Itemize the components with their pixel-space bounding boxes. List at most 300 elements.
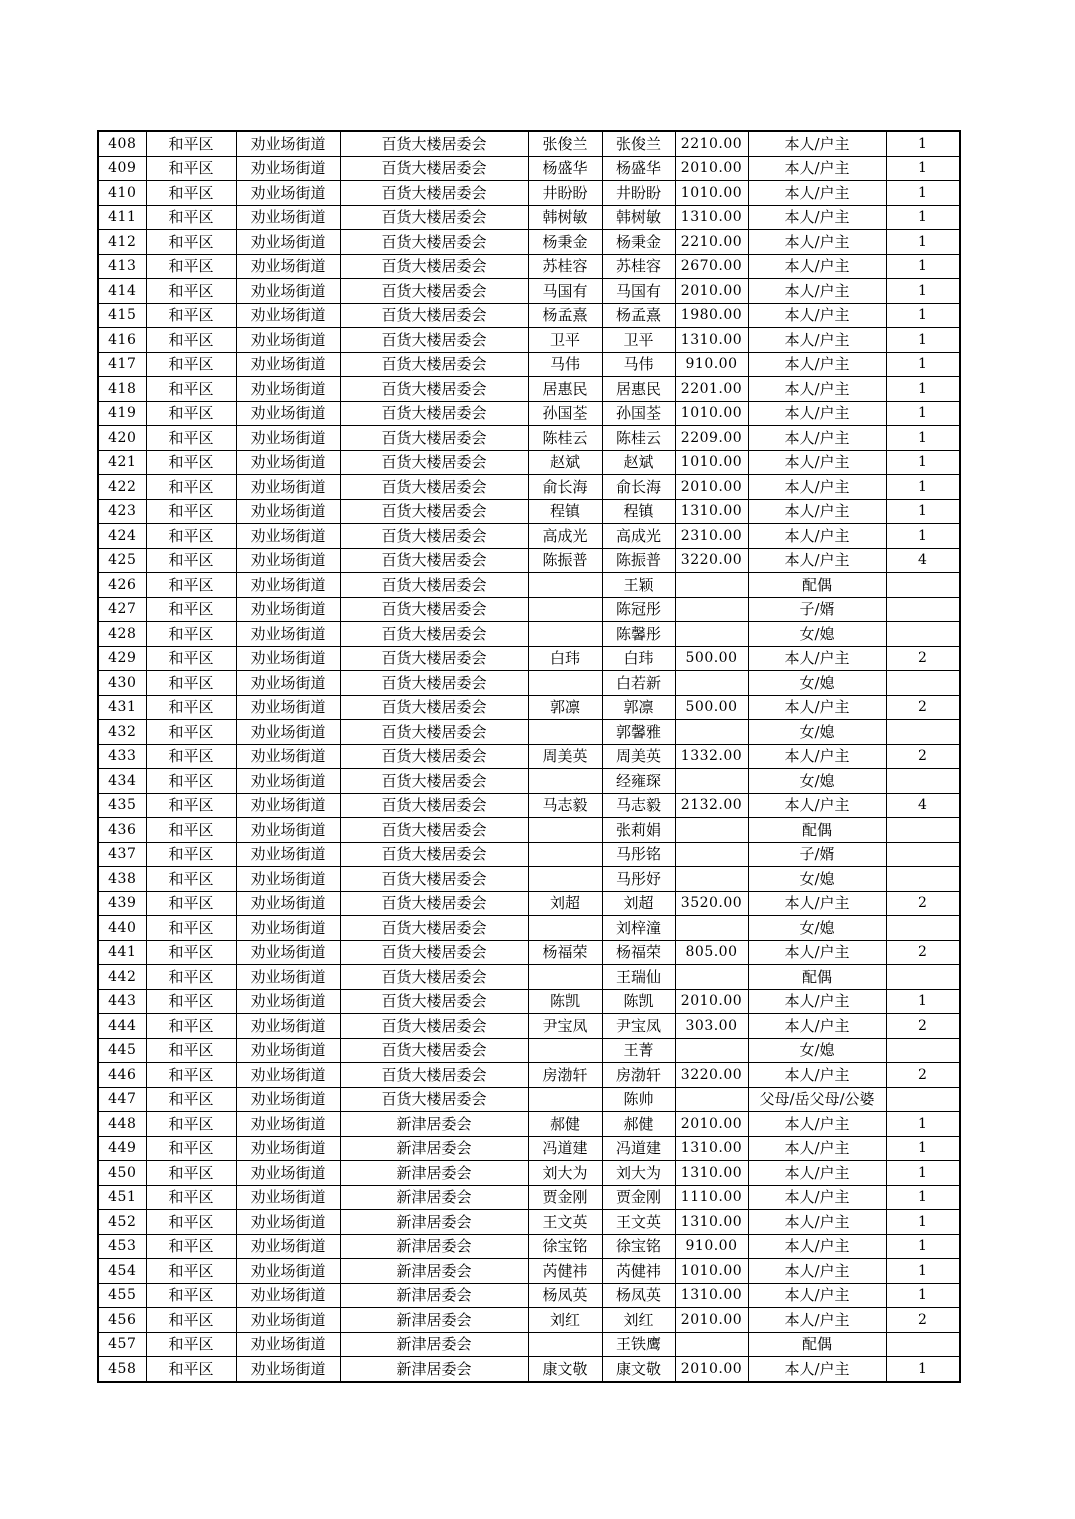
cell-committee: 百货大楼居委会 — [340, 377, 528, 402]
cell-row-index: 443 — [98, 989, 146, 1014]
cell-row-index: 428 — [98, 622, 146, 647]
cell-member-name: 陈冠彤 — [602, 597, 675, 622]
table-row — [98, 254, 960, 279]
cell-amount: 2010.00 — [675, 279, 748, 304]
cell-relation: 本人/户主 — [748, 744, 886, 769]
cell-committee: 百货大楼居委会 — [340, 744, 528, 769]
cell-household-size — [886, 1087, 960, 1112]
allowance-table — [97, 130, 961, 1383]
table-row — [98, 793, 960, 818]
cell-household-size: 1 — [886, 131, 960, 156]
cell-district: 和平区 — [146, 1014, 236, 1039]
cell-row-index: 417 — [98, 352, 146, 377]
cell-member-name: 郭凛 — [602, 695, 675, 720]
cell-amount — [675, 965, 748, 990]
cell-district: 和平区 — [146, 156, 236, 181]
cell-member-name: 王菁 — [602, 1038, 675, 1063]
cell-member-name: 杨秉金 — [602, 230, 675, 255]
cell-row-index: 412 — [98, 230, 146, 255]
cell-amount: 3220.00 — [675, 1063, 748, 1088]
cell-committee: 百货大楼居委会 — [340, 1014, 528, 1039]
cell-row-index: 433 — [98, 744, 146, 769]
cell-district: 和平区 — [146, 1087, 236, 1112]
cell-member-name: 王瑞仙 — [602, 965, 675, 990]
cell-relation: 子/婿 — [748, 597, 886, 622]
cell-subdistrict: 劝业场街道 — [236, 426, 340, 451]
cell-row-index: 454 — [98, 1259, 146, 1284]
cell-row-index: 458 — [98, 1357, 146, 1382]
cell-amount: 910.00 — [675, 1234, 748, 1259]
cell-household-size — [886, 818, 960, 843]
cell-member-name: 经雍琛 — [602, 769, 675, 794]
cell-amount: 2132.00 — [675, 793, 748, 818]
cell-committee: 百货大楼居委会 — [340, 279, 528, 304]
cell-subdistrict: 劝业场街道 — [236, 1283, 340, 1308]
cell-district: 和平区 — [146, 352, 236, 377]
cell-committee: 百货大楼居委会 — [340, 769, 528, 794]
cell-committee: 百货大楼居委会 — [340, 989, 528, 1014]
table-row — [98, 1234, 960, 1259]
cell-committee: 新津居委会 — [340, 1161, 528, 1186]
cell-committee: 百货大楼居委会 — [340, 401, 528, 426]
cell-applicant-name: 杨孟熹 — [528, 303, 602, 328]
cell-relation: 本人/户主 — [748, 377, 886, 402]
cell-relation: 本人/户主 — [748, 940, 886, 965]
cell-household-size: 1 — [886, 230, 960, 255]
cell-applicant-name — [528, 1087, 602, 1112]
table-row — [98, 131, 960, 156]
cell-relation: 女/媳 — [748, 720, 886, 745]
cell-member-name: 王颖 — [602, 573, 675, 598]
cell-row-index: 410 — [98, 181, 146, 206]
cell-household-size — [886, 842, 960, 867]
table-row — [98, 891, 960, 916]
cell-subdistrict: 劝业场街道 — [236, 646, 340, 671]
cell-relation: 本人/户主 — [748, 279, 886, 304]
cell-relation: 本人/户主 — [748, 1136, 886, 1161]
cell-row-index: 421 — [98, 450, 146, 475]
cell-amount — [675, 1038, 748, 1063]
cell-committee: 新津居委会 — [340, 1234, 528, 1259]
cell-household-size: 1 — [886, 205, 960, 230]
cell-row-index: 457 — [98, 1332, 146, 1357]
cell-row-index: 413 — [98, 254, 146, 279]
cell-committee: 百货大楼居委会 — [340, 499, 528, 524]
cell-household-size: 1 — [886, 279, 960, 304]
cell-district: 和平区 — [146, 450, 236, 475]
cell-relation: 本人/户主 — [748, 1283, 886, 1308]
cell-subdistrict: 劝业场街道 — [236, 695, 340, 720]
cell-household-size: 2 — [886, 646, 960, 671]
cell-household-size: 1 — [886, 1161, 960, 1186]
table-row — [98, 328, 960, 353]
cell-relation: 本人/户主 — [748, 793, 886, 818]
cell-row-index: 448 — [98, 1112, 146, 1137]
cell-applicant-name: 陈凯 — [528, 989, 602, 1014]
cell-amount — [675, 916, 748, 941]
cell-household-size: 1 — [886, 181, 960, 206]
cell-amount — [675, 720, 748, 745]
cell-applicant-name: 周美英 — [528, 744, 602, 769]
cell-row-index: 451 — [98, 1185, 146, 1210]
cell-amount: 2210.00 — [675, 131, 748, 156]
cell-subdistrict: 劝业场街道 — [236, 1063, 340, 1088]
cell-relation: 女/媳 — [748, 769, 886, 794]
cell-relation: 本人/户主 — [748, 1185, 886, 1210]
cell-household-size: 1 — [886, 1210, 960, 1235]
cell-amount — [675, 842, 748, 867]
cell-relation: 本人/户主 — [748, 524, 886, 549]
table-row — [98, 303, 960, 328]
cell-amount: 2209.00 — [675, 426, 748, 451]
cell-household-size: 4 — [886, 548, 960, 573]
cell-household-size — [886, 1038, 960, 1063]
table-row — [98, 1112, 960, 1137]
cell-member-name: 卫平 — [602, 328, 675, 353]
cell-amount — [675, 867, 748, 892]
cell-committee: 新津居委会 — [340, 1210, 528, 1235]
cell-member-name: 刘梓潼 — [602, 916, 675, 941]
cell-row-index: 429 — [98, 646, 146, 671]
cell-subdistrict: 劝业场街道 — [236, 1161, 340, 1186]
table-row — [98, 548, 960, 573]
cell-member-name: 白若新 — [602, 671, 675, 696]
cell-district: 和平区 — [146, 1234, 236, 1259]
cell-applicant-name: 郝健 — [528, 1112, 602, 1137]
cell-subdistrict: 劝业场街道 — [236, 769, 340, 794]
cell-district: 和平区 — [146, 548, 236, 573]
cell-relation: 女/媳 — [748, 622, 886, 647]
cell-member-name: 冯道建 — [602, 1136, 675, 1161]
cell-applicant-name: 俞长海 — [528, 475, 602, 500]
cell-amount: 1310.00 — [675, 328, 748, 353]
cell-row-index: 420 — [98, 426, 146, 451]
cell-district: 和平区 — [146, 622, 236, 647]
cell-committee: 百货大楼居委会 — [340, 548, 528, 573]
cell-member-name: 陈帅 — [602, 1087, 675, 1112]
cell-district: 和平区 — [146, 720, 236, 745]
cell-household-size — [886, 867, 960, 892]
cell-member-name: 马彤妤 — [602, 867, 675, 892]
cell-household-size — [886, 965, 960, 990]
cell-household-size — [886, 622, 960, 647]
cell-subdistrict: 劝业场街道 — [236, 1112, 340, 1137]
cell-relation: 本人/户主 — [748, 450, 886, 475]
cell-committee: 百货大楼居委会 — [340, 622, 528, 647]
cell-relation: 父母/岳父母/公婆 — [748, 1087, 886, 1112]
cell-amount: 1010.00 — [675, 401, 748, 426]
cell-subdistrict: 劝业场街道 — [236, 622, 340, 647]
cell-member-name: 郝健 — [602, 1112, 675, 1137]
cell-district: 和平区 — [146, 426, 236, 451]
cell-amount: 2010.00 — [675, 989, 748, 1014]
table-row — [98, 916, 960, 941]
cell-relation: 本人/户主 — [748, 1357, 886, 1382]
cell-row-index: 455 — [98, 1283, 146, 1308]
cell-row-index: 436 — [98, 818, 146, 843]
cell-household-size: 4 — [886, 793, 960, 818]
cell-amount: 1310.00 — [675, 499, 748, 524]
cell-household-size: 1 — [886, 352, 960, 377]
table-row — [98, 1259, 960, 1284]
cell-amount — [675, 818, 748, 843]
cell-household-size: 1 — [886, 426, 960, 451]
table-row — [98, 1308, 960, 1333]
table-row — [98, 1063, 960, 1088]
table-row — [98, 1185, 960, 1210]
cell-committee: 新津居委会 — [340, 1357, 528, 1382]
cell-applicant-name: 徐宝铭 — [528, 1234, 602, 1259]
cell-amount: 910.00 — [675, 352, 748, 377]
cell-district: 和平区 — [146, 524, 236, 549]
cell-member-name: 陈振普 — [602, 548, 675, 573]
cell-committee: 百货大楼居委会 — [340, 450, 528, 475]
cell-committee: 百货大楼居委会 — [340, 156, 528, 181]
cell-row-index: 453 — [98, 1234, 146, 1259]
cell-applicant-name: 康文敬 — [528, 1357, 602, 1382]
cell-amount: 1310.00 — [675, 1136, 748, 1161]
cell-applicant-name: 尹宝凤 — [528, 1014, 602, 1039]
cell-committee: 百货大楼居委会 — [340, 328, 528, 353]
cell-household-size — [886, 1332, 960, 1357]
cell-relation: 本人/户主 — [748, 1308, 886, 1333]
table-body — [98, 131, 960, 1382]
cell-applicant-name: 孙国荃 — [528, 401, 602, 426]
cell-district: 和平区 — [146, 1259, 236, 1284]
cell-household-size: 1 — [886, 303, 960, 328]
cell-committee: 百货大楼居委会 — [340, 671, 528, 696]
table-row — [98, 524, 960, 549]
cell-member-name: 张莉娟 — [602, 818, 675, 843]
cell-member-name: 马国有 — [602, 279, 675, 304]
cell-subdistrict: 劝业场街道 — [236, 744, 340, 769]
table-row — [98, 720, 960, 745]
cell-applicant-name: 刘超 — [528, 891, 602, 916]
table-row — [98, 1014, 960, 1039]
cell-member-name: 王铁鹰 — [602, 1332, 675, 1357]
cell-household-size: 1 — [886, 1234, 960, 1259]
table-row — [98, 499, 960, 524]
cell-row-index: 445 — [98, 1038, 146, 1063]
cell-district: 和平区 — [146, 744, 236, 769]
cell-subdistrict: 劝业场街道 — [236, 842, 340, 867]
cell-amount: 500.00 — [675, 646, 748, 671]
cell-household-size: 1 — [886, 328, 960, 353]
cell-household-size: 1 — [886, 524, 960, 549]
cell-applicant-name: 贾金刚 — [528, 1185, 602, 1210]
cell-relation: 本人/户主 — [748, 989, 886, 1014]
cell-committee: 新津居委会 — [340, 1308, 528, 1333]
cell-subdistrict: 劝业场街道 — [236, 181, 340, 206]
table-row — [98, 1332, 960, 1357]
cell-committee: 百货大楼居委会 — [340, 1087, 528, 1112]
cell-applicant-name: 苏桂容 — [528, 254, 602, 279]
cell-district: 和平区 — [146, 965, 236, 990]
table-row — [98, 671, 960, 696]
cell-relation: 本人/户主 — [748, 131, 886, 156]
cell-applicant-name — [528, 916, 602, 941]
cell-row-index: 450 — [98, 1161, 146, 1186]
cell-district: 和平区 — [146, 671, 236, 696]
cell-district: 和平区 — [146, 328, 236, 353]
cell-relation: 本人/户主 — [748, 230, 886, 255]
cell-applicant-name: 刘红 — [528, 1308, 602, 1333]
cell-district: 和平区 — [146, 891, 236, 916]
cell-applicant-name — [528, 842, 602, 867]
cell-household-size: 1 — [886, 475, 960, 500]
cell-relation: 女/媳 — [748, 916, 886, 941]
cell-subdistrict: 劝业场街道 — [236, 1308, 340, 1333]
cell-member-name: 刘超 — [602, 891, 675, 916]
cell-amount: 2210.00 — [675, 230, 748, 255]
cell-district: 和平区 — [146, 867, 236, 892]
cell-member-name: 井盼盼 — [602, 181, 675, 206]
cell-district: 和平区 — [146, 989, 236, 1014]
cell-row-index: 456 — [98, 1308, 146, 1333]
cell-row-index: 409 — [98, 156, 146, 181]
cell-amount: 1310.00 — [675, 1283, 748, 1308]
cell-household-size: 1 — [886, 1112, 960, 1137]
cell-committee: 百货大楼居委会 — [340, 205, 528, 230]
cell-district: 和平区 — [146, 230, 236, 255]
cell-subdistrict: 劝业场街道 — [236, 671, 340, 696]
cell-committee: 百货大楼居委会 — [340, 573, 528, 598]
cell-member-name: 房渤轩 — [602, 1063, 675, 1088]
cell-subdistrict: 劝业场街道 — [236, 499, 340, 524]
cell-row-index: 424 — [98, 524, 146, 549]
cell-committee: 百货大楼居委会 — [340, 720, 528, 745]
cell-amount: 2010.00 — [675, 1308, 748, 1333]
cell-amount — [675, 1332, 748, 1357]
table-row — [98, 867, 960, 892]
cell-committee: 百货大楼居委会 — [340, 597, 528, 622]
cell-member-name: 马志毅 — [602, 793, 675, 818]
table-row — [98, 377, 960, 402]
cell-subdistrict: 劝业场街道 — [236, 891, 340, 916]
cell-applicant-name: 杨秉金 — [528, 230, 602, 255]
cell-row-index: 432 — [98, 720, 146, 745]
cell-member-name: 程镇 — [602, 499, 675, 524]
cell-relation: 女/媳 — [748, 867, 886, 892]
cell-subdistrict: 劝业场街道 — [236, 1357, 340, 1382]
cell-row-index: 439 — [98, 891, 146, 916]
cell-amount — [675, 622, 748, 647]
cell-member-name: 杨盛华 — [602, 156, 675, 181]
cell-row-index: 418 — [98, 377, 146, 402]
cell-member-name: 居惠民 — [602, 377, 675, 402]
cell-amount: 1010.00 — [675, 450, 748, 475]
cell-relation: 本人/户主 — [748, 891, 886, 916]
cell-amount: 2010.00 — [675, 475, 748, 500]
cell-household-size: 1 — [886, 1185, 960, 1210]
table-row — [98, 181, 960, 206]
cell-household-size: 1 — [886, 499, 960, 524]
cell-district: 和平区 — [146, 401, 236, 426]
cell-committee: 百货大楼居委会 — [340, 475, 528, 500]
cell-subdistrict: 劝业场街道 — [236, 131, 340, 156]
cell-amount — [675, 1087, 748, 1112]
cell-subdistrict: 劝业场街道 — [236, 352, 340, 377]
cell-member-name: 马伟 — [602, 352, 675, 377]
cell-member-name: 俞长海 — [602, 475, 675, 500]
cell-committee: 百货大楼居委会 — [340, 842, 528, 867]
cell-member-name: 孙国荃 — [602, 401, 675, 426]
cell-committee: 百货大楼居委会 — [340, 793, 528, 818]
cell-subdistrict: 劝业场街道 — [236, 279, 340, 304]
cell-row-index: 425 — [98, 548, 146, 573]
cell-subdistrict: 劝业场街道 — [236, 205, 340, 230]
cell-applicant-name: 房渤轩 — [528, 1063, 602, 1088]
cell-applicant-name: 卫平 — [528, 328, 602, 353]
cell-relation: 本人/户主 — [748, 181, 886, 206]
cell-amount: 2010.00 — [675, 1112, 748, 1137]
cell-subdistrict: 劝业场街道 — [236, 1332, 340, 1357]
cell-household-size: 1 — [886, 254, 960, 279]
cell-applicant-name: 赵斌 — [528, 450, 602, 475]
cell-committee: 百货大楼居委会 — [340, 230, 528, 255]
cell-member-name: 高成光 — [602, 524, 675, 549]
cell-row-index: 435 — [98, 793, 146, 818]
table-row — [98, 1161, 960, 1186]
cell-committee: 百货大楼居委会 — [340, 867, 528, 892]
cell-relation: 本人/户主 — [748, 1210, 886, 1235]
table-row — [98, 744, 960, 769]
cell-district: 和平区 — [146, 793, 236, 818]
cell-committee: 百货大楼居委会 — [340, 646, 528, 671]
table-row — [98, 156, 960, 181]
cell-applicant-name: 居惠民 — [528, 377, 602, 402]
table-row — [98, 450, 960, 475]
cell-applicant-name — [528, 769, 602, 794]
cell-relation: 子/婿 — [748, 842, 886, 867]
cell-applicant-name: 马伟 — [528, 352, 602, 377]
table-row — [98, 989, 960, 1014]
cell-relation: 女/媳 — [748, 1038, 886, 1063]
cell-relation: 配偶 — [748, 965, 886, 990]
cell-relation: 本人/户主 — [748, 1161, 886, 1186]
cell-row-index: 411 — [98, 205, 146, 230]
cell-subdistrict: 劝业场街道 — [236, 1087, 340, 1112]
cell-amount: 3520.00 — [675, 891, 748, 916]
cell-subdistrict: 劝业场街道 — [236, 965, 340, 990]
cell-household-size: 1 — [886, 377, 960, 402]
cell-member-name: 贾金刚 — [602, 1185, 675, 1210]
cell-applicant-name — [528, 671, 602, 696]
cell-committee: 百货大楼居委会 — [340, 254, 528, 279]
cell-member-name: 杨孟熹 — [602, 303, 675, 328]
cell-household-size: 2 — [886, 940, 960, 965]
cell-row-index: 431 — [98, 695, 146, 720]
cell-committee: 新津居委会 — [340, 1112, 528, 1137]
table-row — [98, 230, 960, 255]
table-row — [98, 818, 960, 843]
cell-subdistrict: 劝业场街道 — [236, 1038, 340, 1063]
table-row — [98, 279, 960, 304]
cell-member-name: 马彤铭 — [602, 842, 675, 867]
cell-amount: 2010.00 — [675, 1357, 748, 1382]
cell-amount — [675, 671, 748, 696]
cell-household-size: 1 — [886, 1259, 960, 1284]
cell-household-size — [886, 769, 960, 794]
cell-applicant-name: 井盼盼 — [528, 181, 602, 206]
cell-subdistrict: 劝业场街道 — [236, 573, 340, 598]
cell-household-size: 1 — [886, 156, 960, 181]
cell-subdistrict: 劝业场街道 — [236, 1234, 340, 1259]
cell-committee: 百货大楼居委会 — [340, 1038, 528, 1063]
cell-district: 和平区 — [146, 1357, 236, 1382]
cell-district: 和平区 — [146, 181, 236, 206]
cell-household-size — [886, 916, 960, 941]
